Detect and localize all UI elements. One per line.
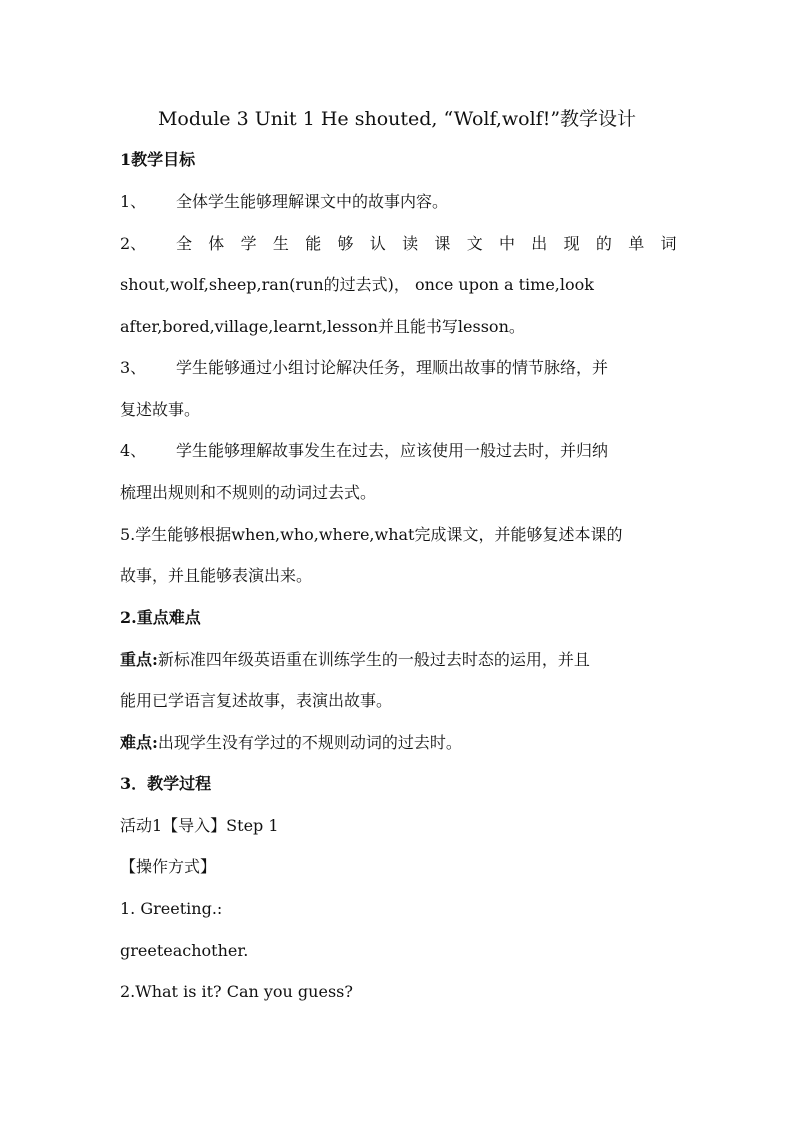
difficult-point-text: 出现学生没有学过的不规则动词的过去时。 <box>157 733 462 752</box>
objective-item-4-text: 学生能够理解故事发生在过去，应该使用一般过去时，并归纳 <box>176 441 609 460</box>
key-point-label: 重点: <box>120 650 158 669</box>
difficult-point-label: 难点: <box>120 733 158 752</box>
objective-item-3-line-2: 复述故事。 <box>120 400 201 419</box>
objective-item-1-text: 全体学生能够理解课文中的故事内容。 <box>176 192 449 211</box>
step-1-detail: greeteachother. <box>120 941 249 960</box>
step-2-question: 2.What is it? Can you guess? <box>120 982 353 1001</box>
key-point-text: 新标准四年级英语重在训练学生的一般过去时态的运用，并且 <box>157 650 590 669</box>
objective-item-2-line-2: shout,wolf,sheep,ran(run的过去式)， once upon a time,look <box>120 275 594 294</box>
key-point-line-2: 能用已学语言复述故事，表演出故事。 <box>120 691 393 710</box>
section-heading-objectives: 1教学目标 <box>120 150 196 169</box>
key-point-line-1 <box>120 650 680 670</box>
objective-item-4-line-1 <box>120 441 680 461</box>
objective-item-2-text: 全体学生能够认读课文中出现的单词 <box>176 234 693 253</box>
objective-item-5-line-2: 故事，并且能够表演出来。 <box>120 566 313 585</box>
objective-item-2-line-1 <box>120 234 693 254</box>
activity-1-heading: 活动1【导入】Step 1 <box>120 816 279 835</box>
section-heading-process: 3．教学过程 <box>120 774 212 793</box>
objective-item-1 <box>120 192 680 212</box>
operation-method-heading: 【操作方式】 <box>120 857 217 876</box>
objective-item-2-line-3: after,bored,village,learnt,lesson并且能书写lesson。 <box>120 317 525 336</box>
section-heading-key-points: 2.重点难点 <box>120 608 201 627</box>
objective-item-5-line-1: 5.学生能够根据when,who,where,what完成课文，并能够复述本课的 <box>120 525 623 544</box>
objective-item-4-number: 4、 <box>120 441 147 460</box>
objective-item-3-number: 3、 <box>120 358 147 377</box>
difficult-point-line <box>120 733 680 753</box>
objective-item-2-number: 2、 <box>120 234 147 253</box>
step-1-greeting: 1. Greeting.: <box>120 899 223 918</box>
objective-item-4-line-2: 梳理出规则和不规则的动词过去式。 <box>120 483 377 502</box>
objective-item-1-number: 1、 <box>120 192 147 211</box>
objective-item-3-line-1 <box>120 358 680 378</box>
objective-item-3-text: 学生能够通过小组讨论解决任务，理顺出故事的情节脉络，并 <box>176 358 609 377</box>
document-title: Module 3 Unit 1 He shouted, “Wolf,wolf!”教学设计 <box>157 108 637 130</box>
